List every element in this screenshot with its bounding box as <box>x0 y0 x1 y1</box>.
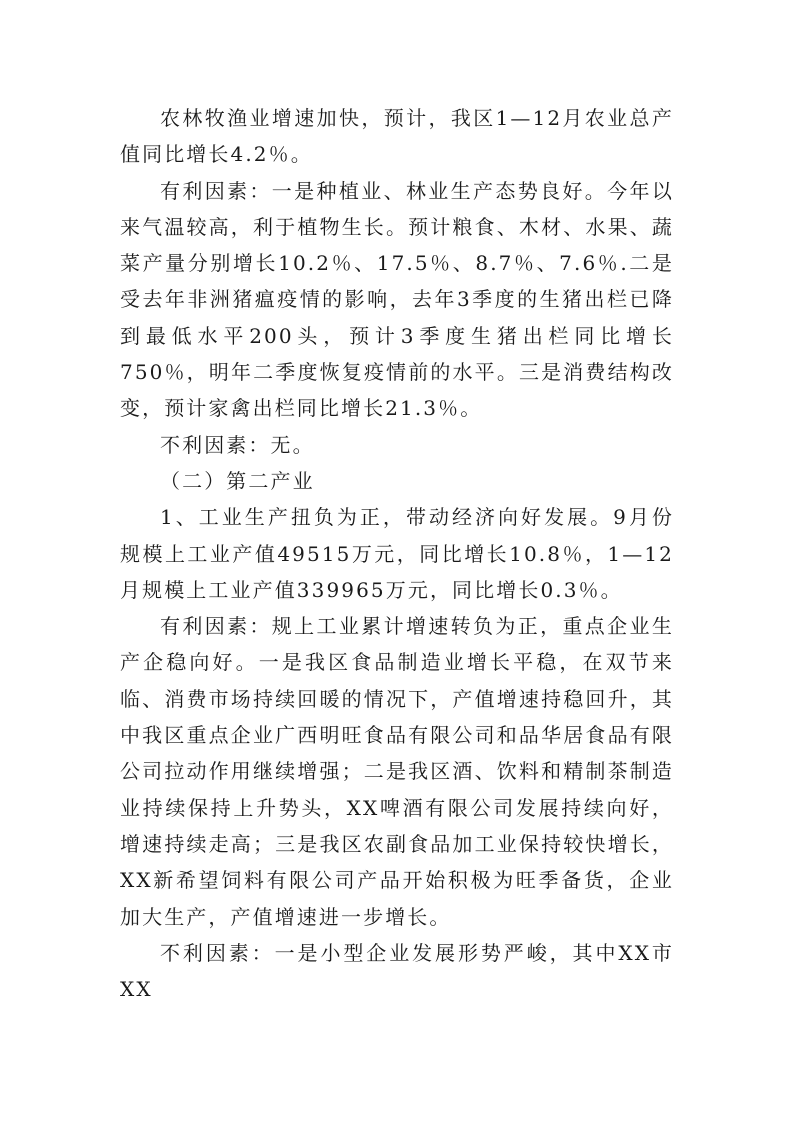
section-heading-secondary-industry: （二）第二产业 <box>160 468 315 493</box>
document-page <box>120 100 674 1007</box>
paragraph-industry-summary: 1、工业生产扭负为正，带动经济向好发展。9月份规模上工业产值49515万元，同比增长10.8％，1—12月规模上工业产值339965万元，同比增长0.3％。 <box>120 505 674 602</box>
paragraph-industry-favorable: 有利因素：规上工业累计增速转负为正，重点企业生产企稳向好。一是我区食品制造业增长平稳，在双节来临、消费市场持续回暖的情况下，产值增速持稳回升，其中我区重点企业广西明旺食品有限公司和品华居食品有限公司拉动作用继续增强；二是我区酒、饮料和精制茶制造业持续保持上升势头，XX啤酒有限公司发展持续向好，增速持续走高；三是我区农副食品加工业保持较快增长，XX新希望饲料有限公司产品开始积极为旺季备货，企业加大生产，产值增速进一步增长。 <box>120 614 674 929</box>
paragraph-agriculture-unfavorable: 不利因素：无。 <box>160 432 315 457</box>
paragraph-agriculture-favorable: 有利因素：一是种植业、林业生产态势良好。今年以来气温较高，利于植物生长。预计粮食、木材、水果、蔬菜产量分别增长10.2％、17.5％、8.7％、7.6％.二是受去年非洲猪瘟疫情的影响，去年3季度的生猪出栏已降到最低水平200头，预计3季度生猪出栏同比增长750％，明年二季度恢复疫情前的水平。三是消费结构改变，预计家禽出栏同比增长21.3％。 <box>120 178 674 421</box>
paragraph-agriculture-summary: 农林牧渔业增速加快，预计，我区1—12月农业总产值同比增长4.2％。 <box>120 106 674 167</box>
paragraph-industry-unfavorable: 不利因素：一是小型企业发展形势严峻，其中XX市XX <box>120 940 674 1002</box>
